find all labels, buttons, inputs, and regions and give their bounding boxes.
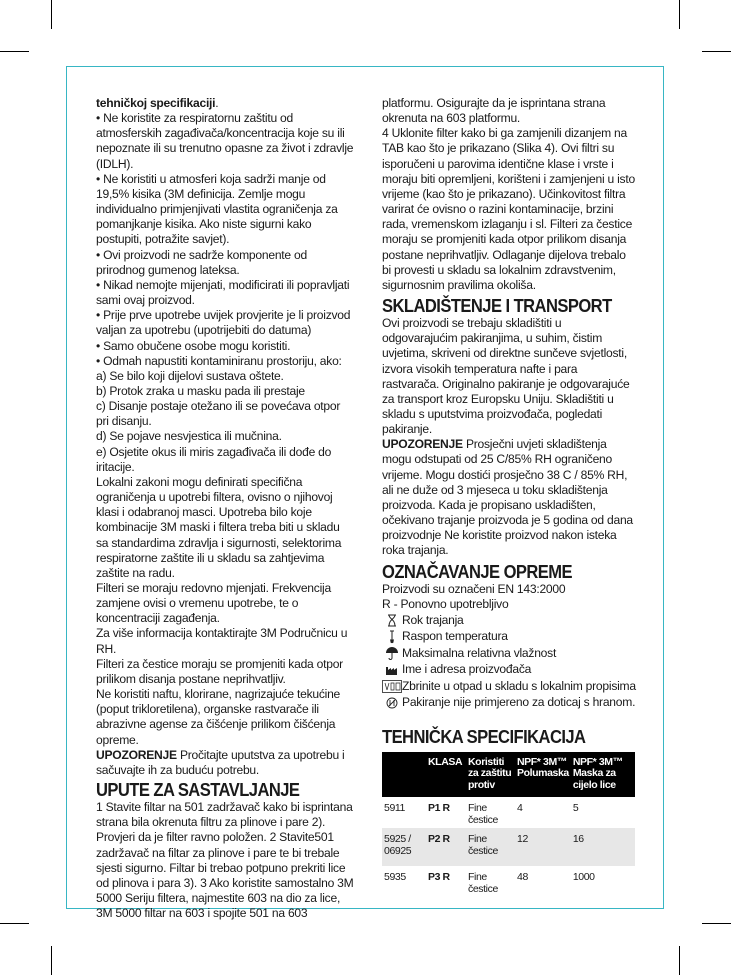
header-cell: NPF* 3M™ Maska za cijelo lice xyxy=(571,752,635,798)
usage-restrictions xyxy=(96,111,354,748)
table-cell: 5911 xyxy=(384,802,405,815)
heading-skladistenje: SKLADIŠTENJE I TRANSPORT xyxy=(382,296,612,317)
restriction-paragraph: b) Protok zraka u masku pada ili prestaje xyxy=(96,383,305,398)
table-row xyxy=(382,828,635,866)
restriction-paragraph: • Odmah napustiti kontaminiranu prostoriju, ako: xyxy=(96,353,342,368)
umbrella-humidity-icon xyxy=(382,646,402,660)
spec-table-header xyxy=(382,752,635,798)
table-cell: 4 xyxy=(517,802,523,815)
symbol-row xyxy=(382,645,636,662)
header-cell: Koristiti za zaštitu protiv xyxy=(466,752,515,798)
heading-oznacavanje: OZNAČAVANJE OPREME xyxy=(382,561,573,582)
crop-mark xyxy=(0,51,29,52)
restriction-paragraph: • Ne koristite za respiratornu zaštitu od atmosferskih zagađivača/koncentracija koje su ili nepoznate ili su trenutno opasne za život i zdravlje (IDLH). xyxy=(96,111,354,171)
heading-tehnicka-specifikacija: TEHNIČKA SPECIFIKACIJA xyxy=(382,726,586,747)
recycle-bin-icon xyxy=(382,680,402,693)
left-column xyxy=(96,96,354,921)
restriction-paragraph: d) Se pojave nesvjestica ili mučnina. xyxy=(96,429,282,444)
symbol-row xyxy=(382,694,636,711)
table-cell: 12 xyxy=(515,828,571,866)
table-cell: P1 R xyxy=(428,802,450,815)
header-cell xyxy=(382,752,426,798)
table-cell: P3 R xyxy=(428,871,450,884)
crop-mark xyxy=(679,0,680,29)
warning-paragraph xyxy=(96,748,354,778)
crop-mark xyxy=(51,946,52,975)
heading-upute-za-sastavljanje: UPUTE ZA SASTAVLJANJE xyxy=(96,780,300,801)
intro-bold: tehničkoj specifikaciji xyxy=(96,96,216,110)
symbol-row xyxy=(382,661,636,678)
warning-text: Pročitajte uputstva za upotrebu i sačuvajte ih za buduću potrebu. xyxy=(96,747,345,777)
symbol-label: Maksimalna relativna vlažnost xyxy=(402,645,557,660)
intro-rest: . xyxy=(215,96,219,110)
table-cell: 1000 xyxy=(572,871,595,884)
table-row xyxy=(382,866,635,895)
symbol-row xyxy=(382,612,636,629)
crop-mark xyxy=(679,946,680,975)
restriction-paragraph: e) Osjetite okus ili miris zagađivača ili dođe do iritacije. xyxy=(96,444,332,474)
warning-label: UPOZORENJE xyxy=(96,747,177,762)
restriction-paragraph: Filteri za čestice moraju se promjeniti kada otpor prilikom disanja postane neprihvatljiv. xyxy=(96,656,343,686)
marking-reusable: R - Ponovno upotrebljivo xyxy=(382,596,509,611)
restriction-paragraph: • Ne koristiti u atmosferi koja sadrži manje od 19,5% kisika (3M definicija. Zemlje mogu individualno primjenjivati vlastita ograničenja za pomanjkanje kisika. Ako niste sigurni kako postupiti, potražite savjet). xyxy=(96,171,338,247)
restriction-paragraph: a) Se bilo koji dijelovi sustava oštete. xyxy=(96,368,284,383)
table-row xyxy=(382,797,635,828)
symbol-label: Rok trajanja xyxy=(402,612,464,627)
table-cell: 16 xyxy=(571,828,635,866)
restriction-paragraph: • Prije prve upotrebe uvijek provjerite je li proizvod valjan za upotrebu (upotrijebiti do datuma) xyxy=(96,308,351,338)
crop-mark xyxy=(0,923,29,924)
marking-standard: Proizvodi su označeni EN 143:2000 xyxy=(382,581,566,596)
symbol-label: Zbrinite u otpad u skladu s lokalnim propisima xyxy=(402,678,636,693)
table-cell: 5925 / 06925 xyxy=(382,828,426,866)
restriction-paragraph: • Ovi proizvodi ne sadrže komponente od prirodnog gumenog lateksa. xyxy=(96,247,307,277)
header-cell: KLASA xyxy=(426,752,466,798)
crop-mark xyxy=(51,0,52,29)
crop-mark xyxy=(702,923,731,924)
restriction-paragraph: • Samo obučene osobe mogu koristiti. xyxy=(96,338,291,353)
crop-mark xyxy=(702,51,731,52)
thermometer-icon xyxy=(382,630,402,644)
restriction-paragraph: Ne koristiti naftu, klorirane, nagrizajuće tekućine (poput trikloretilena), organske rastvarače ili abrazivne agense za čišćenje prilikom čišćenja opreme. xyxy=(96,687,341,747)
intro-line xyxy=(96,96,354,111)
symbol-label: Pakiranje nije primjereno za doticaj s hranom. xyxy=(402,695,636,710)
restriction-paragraph: Za više informacija kontaktirajte 3M Područnicu u RH. xyxy=(96,626,348,656)
spec-table xyxy=(382,752,635,896)
continued-text: platformu. Osigurajte da je isprintana strana okrenuta na 603 platformu. xyxy=(382,96,606,126)
restriction-paragraph: c) Disanje postaje otežano ili se povećava otpor pri disanju. xyxy=(96,399,341,429)
storage-warning xyxy=(382,437,636,558)
symbol-row xyxy=(382,628,636,645)
symbol-label: Raspon temperatura xyxy=(402,629,508,644)
table-cell: Fine čestice xyxy=(466,828,515,866)
symbol-label: Ime i adresa proizvođača xyxy=(402,662,532,677)
restriction-paragraph: Lokalni zakoni mogu definirati specifična ograničenja u upotrebi filtera, ovisno o njihovoj klasi i odabranoj masci. Upotreba bilo koje kombinacije 3M maski i filtera treba biti u skladu sa standardima zdravlja i sigurnosti, selektorima respiratorne zaštite ili u skladu sa zahtjevima zaštite na radu. xyxy=(96,474,342,580)
storage-warning-label: UPOZORENJE xyxy=(382,437,463,452)
table-cell: 5 xyxy=(572,802,579,815)
table-cell: P2 R xyxy=(426,828,466,866)
step4-text: 4 Uklonite filter kako bi ga zamjenili dizanjem na TAB kao što je prikazano (Slika 4). Ovi filtri su isporučeni u parovima identične klase i vrste i moraju biti opremljeni, korišteni i zamjenjeni u isto vrijeme (kao što je prikazano). Učinkovitost filtra varirat će ovisno o razini kontaminacije, brzini rada, vremenskom izlaganju i sl. Filteri za čestice moraju se promjeniti kada otpor prilikom disanja postane neprihvatljiv. Odlaganje dijelova trebalo bi provesti u skladu sa lokalnim zdravstvenim, sigurnosnim pravilima okoliša. xyxy=(382,126,635,292)
restriction-paragraph: Filteri se moraju redovno mjenjati. Frekvencija zamjene ovisi o vremenu upotrebe, te o koncentraciji zagađenja. xyxy=(96,581,331,626)
table-cell: 48 xyxy=(517,871,528,884)
header-cell: NPF* 3M™ Polumaska xyxy=(515,752,571,798)
storage-text: Ovi proizvodi se trebaju skladištiti u odgovarajućim pakiranjima, u suhim, čistim uvjetima, skriveni od direktne sunčeve svjetlosti, izvora visokih temperatura nafte i para rastvarača. Originalno pakiranje je odgovarajuće za transport kroz Europsku Uniju. Skladištiti u skladu s uputstvima proizvođača, pogledati pakiranje. xyxy=(382,316,630,437)
table-cell: 5935 xyxy=(384,871,406,884)
hourglass-icon xyxy=(382,614,402,627)
storage-warning-text: Prosječni uvjeti skladištenja mogu odstupati od 25 C/85% RH ograničeno vrijeme. Mogu dostići prosječno 38 C / 85% RH, ali ne duže od 3 mjeseca u toku skladištenja proizvoda. Kada je propisano uskladišten, očekivano trajanje proizvoda je 5 godina od dana proizvodnje Ne koristite proizvod nakon isteka roka trajanja. xyxy=(382,437,633,558)
table-cell: Fine čestice xyxy=(468,802,498,827)
right-column xyxy=(382,96,636,895)
no-food-contact-icon xyxy=(382,697,402,709)
factory-icon xyxy=(382,664,402,676)
assembly-instructions: 1 Stavite filtar na 501 zadržavač kako bi isprintana strana bila okrenuta filtru za plinove i pare 2). Provjeri da je filter ravno položen. 2 Stavite501 zadržavač na filtar za plinove i pare te bi trebale sjesti sigurno. Filtar bi trebao potpuno prekriti lice od plinova i para 3). 3 Ako koristite samostalno 3M 5000 Seriju filtera, najmestite 603 na dio za lice, 3M 5000 filtar na 603 i spojite 501 na 603 xyxy=(96,800,354,921)
table-cell: Fine čestice xyxy=(468,871,498,896)
restriction-paragraph: • Nikad nemojte mijenjati, modificirati ili popravljati sami ovaj proizvod. xyxy=(96,277,350,308)
symbol-row xyxy=(382,678,636,695)
